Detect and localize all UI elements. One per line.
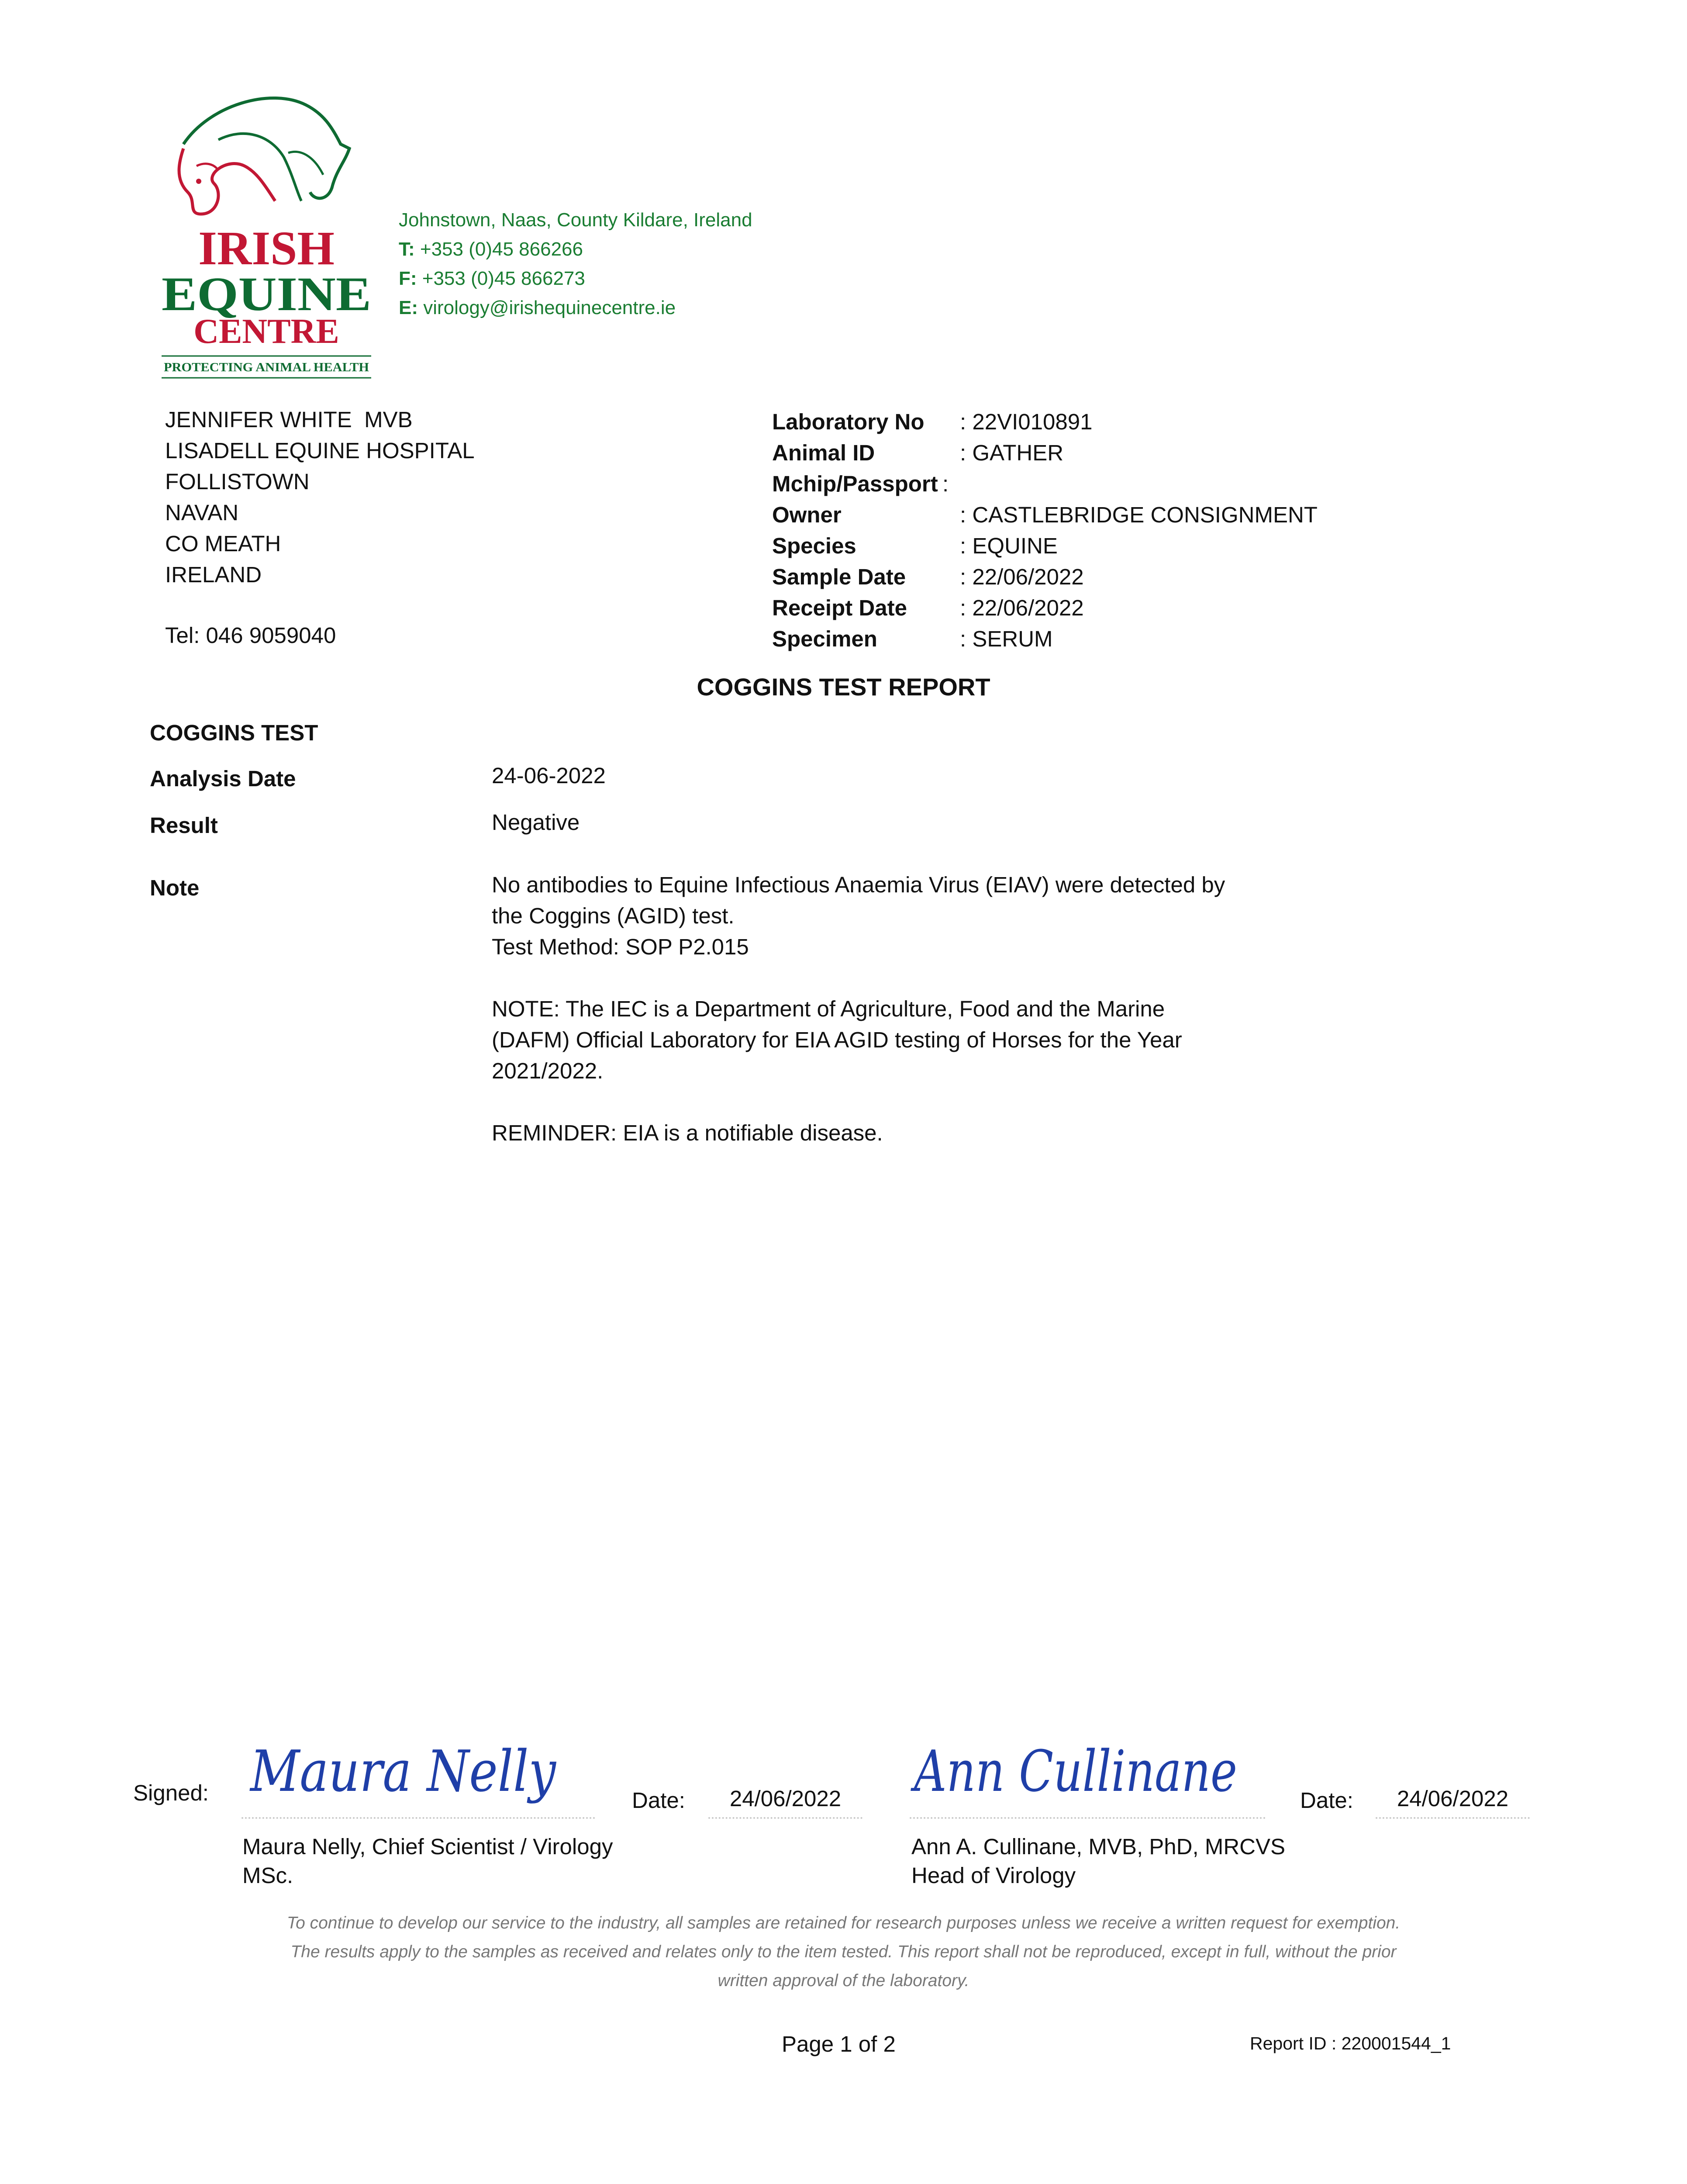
irish-equine-centre-logo	[157, 87, 376, 384]
note-text-line: NOTE: The IEC is a Department of Agriculture, Food and the Marine	[492, 996, 1165, 1021]
signatory-2-name: Ann A. Cullinane, MVB, PhD, MRCVS	[911, 1834, 1286, 1859]
note-reminder: REMINDER: EIA is a notifiable disease.	[492, 1120, 883, 1145]
recipient-line: FOLLISTOWN	[165, 469, 310, 494]
info-label: Mchip/Passport	[772, 471, 938, 496]
info-label: Sample Date	[772, 564, 906, 589]
result-label: Result	[150, 813, 218, 838]
signatory-2	[911, 1832, 1285, 1890]
recipient-tel: Tel: 046 9059040	[165, 623, 336, 648]
signature-maura-nelly	[241, 1730, 595, 1817]
signatory-1	[242, 1832, 613, 1890]
lab-address: Johnstown, Naas, County Kildare, Ireland	[399, 209, 752, 231]
info-label: Laboratory No	[772, 409, 925, 434]
sample-info-row	[772, 499, 1318, 530]
info-value: : SERUM	[960, 626, 1053, 651]
sample-info-row	[772, 530, 1318, 561]
disclaimer-line: The results apply to the samples as received and relates only to the item tested. This report shall not be reproduced, except in full, without the prior	[290, 1942, 1397, 1961]
lab-phone: +353 (0)45 866266	[420, 238, 583, 260]
info-label: Receipt Date	[772, 595, 907, 620]
sig2-date-label: Date:	[1300, 1788, 1353, 1813]
info-label: Animal ID	[772, 440, 875, 465]
recipient-line: NAVAN	[165, 500, 239, 525]
signatory-1-title: Maura Nelly, Chief Scientist / Virology	[242, 1834, 613, 1859]
info-value: : EQUINE	[960, 533, 1058, 558]
note-body	[492, 869, 1321, 1148]
note-label: Note	[150, 875, 200, 900]
signed-label: Signed:	[133, 1780, 209, 1805]
note-text-line: Test Method: SOP P2.015	[492, 934, 749, 959]
recipient-line: LISADELL EQUINE HOSPITAL	[165, 438, 475, 463]
disclaimer-line: written approval of the laboratory.	[718, 1971, 969, 1990]
recipient-address	[165, 404, 475, 590]
horse-logo-icon	[157, 87, 376, 384]
sig1-date: 24/06/2022	[729, 1786, 842, 1811]
info-value: : 22VI010891	[960, 409, 1093, 434]
logo-word-irish: IRISH	[198, 221, 335, 275]
info-value: :	[942, 471, 949, 496]
info-label: Owner	[772, 502, 842, 527]
logo-word-centre: CENTRE	[193, 312, 339, 351]
note-text-line: the Coggins (AGID) test.	[492, 903, 735, 928]
sig1-date-label: Date:	[632, 1788, 685, 1813]
sample-info-row	[772, 437, 1318, 468]
lab-fax-row	[399, 264, 752, 293]
info-label: Specimen	[772, 626, 877, 651]
sample-info-row	[772, 468, 1318, 499]
lab-phone-row	[399, 235, 752, 264]
sig2-date-line	[1376, 1782, 1530, 1819]
svg-text:Maura Nelly: Maura Nelly	[249, 1738, 557, 1804]
recipient-line: CO MEATH	[165, 531, 281, 556]
sample-info-row	[772, 406, 1318, 437]
logo-tagline: PROTECTING ANIMAL HEALTH	[164, 361, 369, 374]
sample-info-row	[772, 592, 1318, 623]
report-id: Report ID : 220001544_1	[1250, 2033, 1451, 2053]
disclaimer	[218, 1909, 1469, 1995]
signatory-1-degree: MSc.	[242, 1863, 293, 1888]
signature-ann-cullinane	[910, 1730, 1266, 1817]
note-text-line: No antibodies to Equine Infectious Anaemia Virus (EIAV) were detected by	[492, 872, 1225, 897]
note-text-line: (DAFM) Official Laboratory for EIA AGID testing of Horses for the Year	[492, 1027, 1182, 1052]
recipient-line: IRELAND	[165, 562, 262, 587]
signature-line-2	[910, 1730, 1266, 1819]
result-value: Negative	[492, 810, 580, 835]
signature-line-1	[241, 1730, 595, 1819]
fax-label: F:	[399, 268, 417, 289]
recipient-line: JENNIFER WHITE MVB	[165, 407, 413, 432]
lab-contact-block	[399, 205, 752, 322]
sample-info-row	[772, 623, 1318, 654]
phone-label: T:	[399, 238, 415, 260]
disclaimer-line: To continue to develop our service to the industry, all samples are retained for research purposes unless we receive a written request for exemption.	[286, 1914, 1401, 1932]
analysis-date-label: Analysis Date	[150, 766, 296, 791]
sig1-date-line	[708, 1782, 862, 1819]
info-value: : 22/06/2022	[960, 564, 1084, 589]
lab-email-row	[399, 293, 752, 322]
lab-fax: +353 (0)45 866273	[422, 268, 585, 289]
page-number: Page 1 of 2	[782, 2032, 896, 2056]
note-text-line: 2021/2022.	[492, 1058, 604, 1083]
info-value: : 22/06/2022	[960, 595, 1084, 620]
sample-info-table	[772, 406, 1318, 654]
sample-info-row	[772, 561, 1318, 592]
signatory-2-title: Head of Virology	[911, 1863, 1076, 1888]
analysis-date-value: 24-06-2022	[492, 763, 606, 788]
report-title: COGGINS TEST REPORT	[697, 673, 990, 701]
info-value: : CASTLEBRIDGE CONSIGNMENT	[960, 502, 1318, 527]
lab-email: virology@irishequinecentre.ie	[423, 297, 676, 318]
info-value: : GATHER	[960, 440, 1064, 465]
section-heading: COGGINS TEST	[150, 720, 318, 745]
email-label: E:	[399, 297, 418, 318]
info-label: Species	[772, 533, 856, 558]
logo-word-equine: EQUINE	[162, 267, 371, 321]
sig2-date: 24/06/2022	[1397, 1786, 1509, 1811]
svg-text:Ann Cullinane: Ann Cullinane	[911, 1738, 1237, 1804]
